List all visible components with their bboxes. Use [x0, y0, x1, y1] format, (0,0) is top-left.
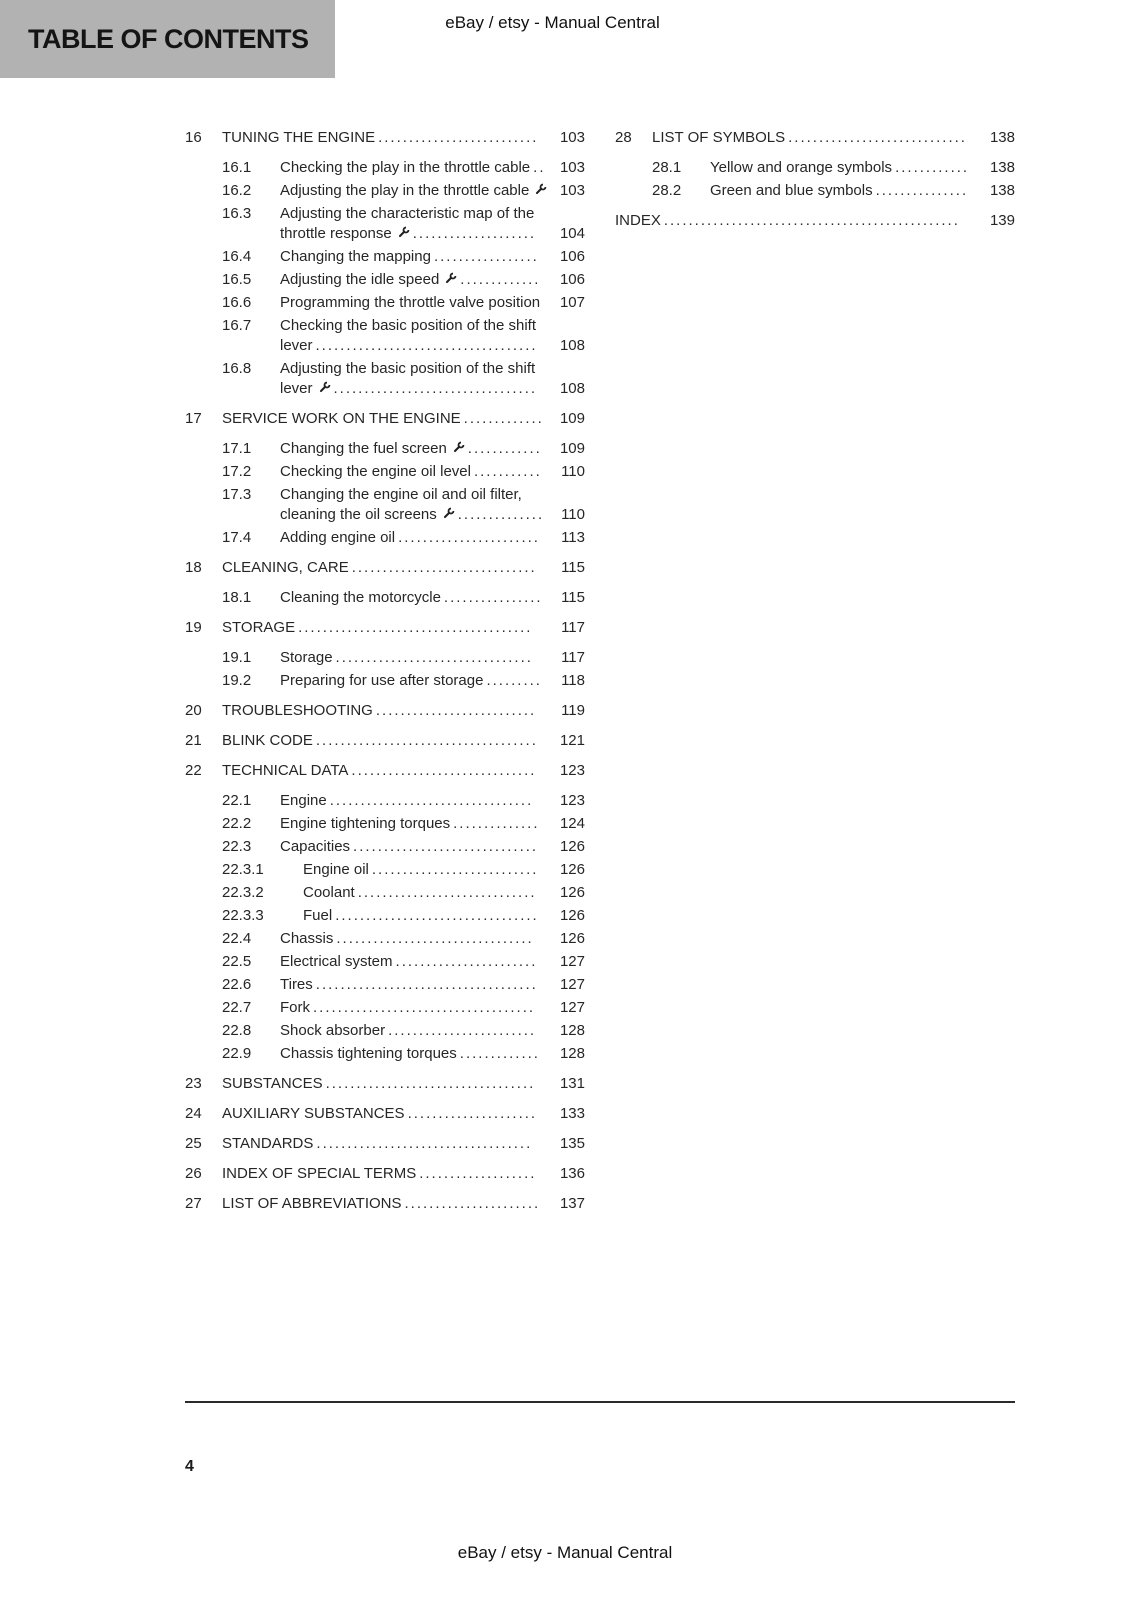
toc-entry-text [222, 731, 553, 751]
dot-leader: .................................... [315, 732, 538, 749]
dot-leader: ............. [460, 271, 541, 288]
toc-chapter-row [185, 1104, 585, 1124]
dot-leader: .. [533, 159, 546, 176]
dot-leader: ...................... [404, 1195, 541, 1212]
wrench-icon [452, 441, 465, 454]
dot-leader: ....................... [398, 529, 540, 546]
toc-entry-number: 22.1 [222, 792, 252, 809]
toc-page-number: 126 [559, 884, 585, 901]
toc-chapter-row [615, 211, 1015, 231]
toc-entry-row [185, 883, 585, 903]
toc-entry-text [280, 998, 553, 1018]
toc-page-number: 117 [561, 619, 585, 636]
dot-leader: ................................ [336, 930, 534, 947]
toc-entry-title: Preparing for use after storage [280, 672, 484, 689]
page-number: 4 [185, 1458, 194, 1475]
toc-entry-number: 22.2 [222, 815, 252, 832]
toc-page-number: 109 [559, 440, 585, 457]
toc-page-number: 103 [559, 129, 585, 146]
toc-entry-title: Checking the engine oil level [280, 463, 471, 480]
toc-page-number: 104 [559, 225, 585, 242]
dot-leader: .................................... [313, 999, 536, 1016]
toc-entry-title: AUXILIARY SUBSTANCES [222, 1105, 405, 1122]
toc-chapter-row [185, 1134, 585, 1154]
toc-entry-text [303, 906, 553, 926]
toc-entry-text [280, 439, 553, 459]
dot-leader: .............................. [351, 559, 537, 576]
toc-page-number: 133 [559, 1105, 585, 1122]
toc-entry-row [185, 671, 585, 691]
wrench-icon [534, 183, 547, 196]
toc-page-number: 107 [559, 294, 585, 311]
toc-entry-number: 16.5 [222, 271, 252, 288]
toc-entry-row [185, 293, 585, 313]
toc-entry-title: STANDARDS [222, 1135, 314, 1152]
toc-entry-title: Engine tightening torques [280, 815, 451, 832]
toc-entry-row [185, 247, 585, 267]
toc-entry-title: Chassis [280, 930, 334, 947]
toc-entry-text [280, 204, 553, 244]
toc-page-number: 123 [559, 762, 585, 779]
dot-leader: ....................... [395, 953, 538, 970]
toc-entry-text [280, 485, 553, 525]
toc-entry-row [185, 588, 585, 608]
toc-entry-row [185, 952, 585, 972]
toc-right-column [615, 128, 1015, 1224]
toc-page-number: 121 [559, 732, 585, 749]
toc-entry-row [185, 316, 585, 356]
toc-entry-text [222, 618, 553, 638]
toc-page-number: 103 [559, 182, 585, 199]
toc-entry-number: 16.3 [222, 205, 252, 222]
toc-entry-number: 17.1 [222, 440, 252, 457]
toc-entry-title: SERVICE WORK ON THE ENGINE [222, 410, 461, 427]
toc-entry-text [710, 181, 983, 201]
toc-entry-text [222, 1134, 553, 1154]
toc-page-number: 126 [559, 907, 585, 924]
footer-rule [185, 1401, 1015, 1403]
toc-entry-text [280, 181, 553, 201]
toc-entry-title: Adjusting the characteristic map of the throttle response [280, 205, 535, 242]
toc-entry-number: 16.1 [222, 159, 252, 176]
toc-entry-text [303, 883, 553, 903]
dot-leader: ............................. [788, 129, 967, 146]
toc-entry-text [280, 671, 553, 691]
toc-entry-text [280, 158, 553, 178]
toc-entry-row [185, 791, 585, 811]
toc-entry-text [222, 558, 553, 578]
toc-left-column [185, 128, 585, 1224]
toc-chapter-row [185, 761, 585, 781]
toc-entry-text [303, 860, 553, 880]
toc-entry-row [185, 181, 585, 201]
toc-entry-title: Fuel [303, 907, 333, 924]
dot-leader: ................... [419, 1165, 537, 1182]
toc-entry-row [185, 439, 585, 459]
toc-entry-title: Shock absorber [280, 1022, 386, 1039]
toc-page-number: 108 [559, 337, 585, 354]
toc-entry-text [280, 975, 553, 995]
toc-entry-number: 19 [185, 619, 202, 636]
toc-page-number: 110 [561, 463, 585, 480]
dot-leader: .............. [457, 506, 545, 523]
toc-entry-number: 26 [185, 1165, 202, 1182]
toc-page-number: 126 [559, 930, 585, 947]
toc-entry-row [185, 837, 585, 857]
toc-page-number: 131 [559, 1075, 585, 1092]
toc-entry-title: Engine oil [303, 861, 369, 878]
toc-entry-row [615, 181, 1015, 201]
toc-entry-number: 17.4 [222, 529, 252, 546]
toc-entry-title: Yellow and orange symbols [710, 159, 893, 176]
toc-page-number: 127 [559, 999, 585, 1016]
toc-entry-row [185, 906, 585, 926]
toc-entry-title: BLINK CODE [222, 732, 313, 749]
toc-chapter-row [185, 701, 585, 721]
dot-leader: ................................................ [663, 212, 960, 229]
dot-leader: ............ [467, 440, 542, 457]
toc-entry-title: Adjusting the idle speed [280, 271, 440, 288]
toc-entry-title: INDEX OF SPECIAL TERMS [222, 1165, 417, 1182]
toc-entry-number: 16.6 [222, 294, 252, 311]
toc-entry-title: Chassis tightening torques [280, 1045, 457, 1062]
toc-entry-text [280, 648, 553, 668]
toc-page-number: 136 [559, 1165, 585, 1182]
toc-entry-title: Cleaning the motorcycle [280, 589, 441, 606]
dot-leader: ............. [459, 1045, 540, 1062]
toc-page-number: 113 [561, 529, 585, 546]
toc-chapter-row [185, 1074, 585, 1094]
toc-entry-text [280, 270, 553, 290]
toc-page-number: 117 [561, 649, 585, 666]
toc-entry-number: 17 [185, 410, 202, 427]
dot-leader: ............ [895, 159, 970, 176]
toc-page-number: 110 [561, 506, 585, 523]
toc-entry-title: Adjusting the basic position of the shift lever [280, 360, 536, 397]
toc-entry-title: Checking the basic position of the shift lever [280, 317, 536, 354]
toc-entry-title: Electrical system [280, 953, 393, 970]
toc-page-number: 106 [559, 248, 585, 265]
toc-entry-text [222, 761, 553, 781]
toc-entry-row [185, 270, 585, 290]
dot-leader: ................................ [335, 649, 533, 666]
toc-entry-row [185, 1021, 585, 1041]
toc-page-number: 123 [559, 792, 585, 809]
toc-entry-number: 16.8 [222, 360, 252, 377]
toc-page-number: 108 [559, 380, 585, 397]
toc-entry-number: 16.7 [222, 317, 252, 334]
toc-entry-title: SUBSTANCES [222, 1075, 323, 1092]
toc-chapter-row [185, 409, 585, 429]
dot-leader: ............. [463, 410, 544, 427]
toc-page-number: 115 [561, 589, 585, 606]
toc-entry-title: Storage [280, 649, 333, 666]
toc-entry-text [222, 1194, 553, 1214]
toc-entry-number: 24 [185, 1105, 202, 1122]
dot-leader: ..................... [407, 1105, 538, 1122]
toc-entry-number: 22.4 [222, 930, 252, 947]
toc-entry-number: 28.1 [652, 159, 682, 176]
toc-entry-title: TUNING THE ENGINE [222, 129, 376, 146]
toc-entry-text [280, 247, 553, 267]
toc-entry-title: LIST OF SYMBOLS [652, 129, 786, 146]
toc-entry-text [280, 528, 553, 548]
toc-page-number: 109 [559, 410, 585, 427]
toc-entry-text [615, 211, 983, 231]
toc-entry-title: Changing the engine oil and oil filter, cleaning the oil screens [280, 486, 522, 523]
toc-entry-title: Changing the mapping [280, 248, 431, 265]
toc-page-number: 127 [559, 976, 585, 993]
toc-entry-text [280, 791, 553, 811]
dot-leader: .................... [412, 225, 537, 242]
toc-entry-title: TECHNICAL DATA [222, 762, 349, 779]
toc-chapter-row [185, 558, 585, 578]
dot-leader: .................................... [315, 337, 538, 354]
toc-entry-text [222, 1104, 553, 1124]
toc-page-number: 138 [989, 159, 1015, 176]
dot-leader: ......... [486, 672, 542, 689]
toc-entry-title: Programming the throttle valve position [280, 294, 541, 311]
toc-entry-row [185, 359, 585, 399]
toc-entry-title: LIST OF ABBREVIATIONS [222, 1195, 402, 1212]
dot-leader: ................. [433, 248, 539, 265]
toc-page-number: 135 [559, 1135, 585, 1152]
dot-leader: .................................... [315, 976, 538, 993]
toc-entry-text [280, 462, 553, 482]
toc-entry-title: Green and blue symbols [710, 182, 873, 199]
toc-entry-title: Coolant [303, 884, 355, 901]
toc-entry-text [222, 128, 553, 148]
wrench-icon [397, 226, 410, 239]
toc-entry-number: 16.4 [222, 248, 252, 265]
toc-entry-number: 27 [185, 1195, 202, 1212]
toc-entry-title: TROUBLESHOOTING [222, 702, 373, 719]
toc-page-number: 128 [559, 1045, 585, 1062]
table-of-contents-header [0, 0, 335, 78]
toc-entry-row [185, 860, 585, 880]
toc-entry-title: INDEX [615, 212, 661, 229]
toc-entry-text [652, 128, 983, 148]
dot-leader: ...................................... [298, 619, 533, 636]
toc-chapter-row [185, 128, 585, 148]
toc-entry-text [280, 293, 553, 313]
toc-entry-text [222, 701, 553, 721]
toc-entry-number: 25 [185, 1135, 202, 1152]
toc-chapter-row [185, 731, 585, 751]
toc-entry-row [185, 485, 585, 525]
toc-entry-number: 28 [615, 129, 632, 146]
dot-leader: ................ [443, 589, 543, 606]
dot-leader: .............................. [353, 838, 539, 855]
toc-entry-row [615, 158, 1015, 178]
toc-entry-number: 22.5 [222, 953, 252, 970]
toc-entry-number: 22.7 [222, 999, 252, 1016]
toc-entry-number: 22.3.2 [222, 884, 264, 901]
toc-entry-text [280, 952, 553, 972]
toc-entry-title: Fork [280, 999, 310, 1016]
toc-entry-number: 19.2 [222, 672, 252, 689]
dot-leader: .............. [453, 815, 540, 832]
toc-entry-row [185, 158, 585, 178]
toc-entry-text [280, 814, 553, 834]
toc-entry-number: 20 [185, 702, 202, 719]
toc-entry-text [280, 837, 553, 857]
toc-entry-number: 23 [185, 1075, 202, 1092]
toc-entry-text [710, 158, 983, 178]
dot-leader: ................................. [333, 380, 538, 397]
dot-leader: .......................... [378, 129, 539, 146]
toc-entry-text [280, 1021, 553, 1041]
toc-entry-title: Capacities [280, 838, 351, 855]
toc-page-number: 126 [559, 838, 585, 855]
toc-entry-row [185, 814, 585, 834]
toc-page-number: 115 [561, 559, 585, 576]
toc-entry-number: 16 [185, 129, 202, 146]
toc-entry-number: 22.3.1 [222, 861, 264, 878]
dot-leader: ................................. [335, 907, 539, 924]
watermark-top: eBay / etsy - Manual Central [445, 13, 660, 32]
toc-entry-number: 18 [185, 559, 202, 576]
toc-entry-number: 17.3 [222, 486, 252, 503]
dot-leader: ............................. [357, 884, 537, 901]
toc-page-number: 139 [989, 212, 1015, 229]
toc-entry-title: STORAGE [222, 619, 296, 636]
toc-entry-number: 19.1 [222, 649, 252, 666]
toc-chapter-row [185, 1164, 585, 1184]
watermark-bottom: eBay / etsy - Manual Central [457, 1543, 673, 1562]
toc-entry-text [222, 1074, 553, 1094]
toc-chapter-row [185, 1194, 585, 1214]
toc-entry-row [185, 462, 585, 482]
dot-leader: .................................. [325, 1075, 536, 1092]
dot-leader: ................................... [316, 1135, 533, 1152]
toc-entry-number: 22.8 [222, 1022, 252, 1039]
toc-page-number: 124 [559, 815, 585, 832]
toc-entry-text [222, 1164, 553, 1184]
toc-entry-row [185, 998, 585, 1018]
toc-page-number: 118 [561, 672, 585, 689]
toc-entry-text [280, 1044, 553, 1064]
toc-entry-number: 22.3.3 [222, 907, 264, 924]
toc-entry-title: Checking the play in the throttle cable [280, 159, 531, 176]
toc-page-number: 137 [559, 1195, 585, 1212]
toc-entry-title: Adjusting the play in the throttle cable [280, 182, 530, 199]
toc-entry-title: Adding engine oil [280, 529, 396, 546]
toc-entry-number: 22.3 [222, 838, 252, 855]
dot-leader: ................................. [329, 792, 534, 809]
dot-leader: ............... [875, 182, 969, 199]
toc-entry-row [185, 528, 585, 548]
dot-leader: ........... [473, 463, 542, 480]
dot-leader: .......................... [375, 702, 537, 719]
toc-entry-number: 22.6 [222, 976, 252, 993]
toc-page-number: 127 [559, 953, 585, 970]
toc-entry-number: 22 [185, 762, 202, 779]
wrench-icon [444, 272, 457, 285]
toc-page-number: 126 [559, 861, 585, 878]
toc-page-number: 106 [559, 271, 585, 288]
toc-entry-number: 17.2 [222, 463, 252, 480]
toc-chapter-row [615, 128, 1015, 148]
dot-leader: .............................. [351, 762, 537, 779]
toc-content [185, 128, 1015, 1224]
toc-page-number: 138 [989, 182, 1015, 199]
toc-entry-number: 28.2 [652, 182, 682, 199]
toc-entry-row [185, 204, 585, 244]
toc-entry-text [280, 316, 553, 356]
toc-entry-text [280, 359, 553, 399]
toc-entry-title: CLEANING, CARE [222, 559, 349, 576]
toc-entry-text [280, 588, 553, 608]
dot-leader: ........................... [371, 861, 539, 878]
toc-entry-text [280, 929, 553, 949]
toc-page-number: 103 [559, 159, 585, 176]
wrench-icon [442, 507, 455, 520]
toc-entry-row [185, 1044, 585, 1064]
toc-entry-title: Tires [280, 976, 313, 993]
toc-entry-number: 22.9 [222, 1045, 252, 1062]
toc-page-number: 128 [559, 1022, 585, 1039]
toc-page-number: 138 [989, 129, 1015, 146]
toc-entry-row [185, 975, 585, 995]
toc-chapter-row [185, 618, 585, 638]
toc-entry-number: 21 [185, 732, 202, 749]
toc-entry-number: 18.1 [222, 589, 252, 606]
wrench-icon [318, 381, 331, 394]
dot-leader: ........................ [388, 1022, 537, 1039]
toc-entry-text [222, 409, 553, 429]
toc-entry-number: 16.2 [222, 182, 252, 199]
toc-entry-title: Engine [280, 792, 327, 809]
toc-entry-row [185, 929, 585, 949]
page-title: TABLE OF CONTENTS [28, 23, 309, 54]
toc-entry-row [185, 648, 585, 668]
toc-page-number: 119 [561, 702, 585, 719]
toc-entry-title: Changing the fuel screen [280, 440, 447, 457]
